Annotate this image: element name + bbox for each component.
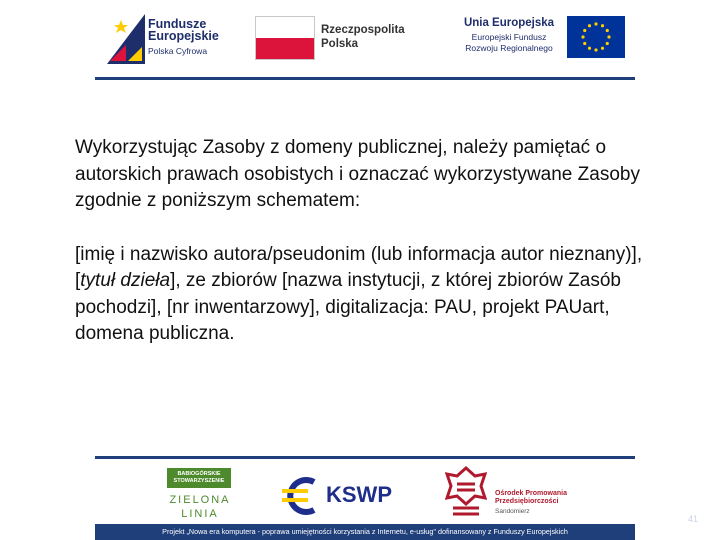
rp-logo-line2: Polska bbox=[321, 38, 359, 50]
eu-star bbox=[601, 47, 604, 50]
fundusze-europejskie-icon bbox=[107, 14, 145, 64]
fe-logo-line3: Polska Cyfrowa bbox=[148, 46, 208, 56]
opp-emblem-icon bbox=[445, 466, 487, 520]
fundusze-europejskie-logo bbox=[95, 10, 225, 72]
eu-star bbox=[606, 42, 609, 45]
header-logos bbox=[95, 10, 635, 72]
op-logo-line2: Przedsiębiorczości bbox=[495, 498, 559, 505]
paragraph-2 bbox=[75, 242, 665, 348]
ue-logo-line3: Rozwoju Regionalnego bbox=[465, 43, 553, 53]
eu-star bbox=[581, 35, 584, 38]
paragraph-2-italic: tytuł dzieła bbox=[80, 270, 171, 291]
eu-star bbox=[588, 24, 591, 27]
eu-star bbox=[594, 22, 597, 25]
euro-sign-icon bbox=[280, 476, 324, 516]
babiogorskie-badge bbox=[167, 468, 231, 488]
eu-star bbox=[583, 42, 586, 45]
footer-logos bbox=[95, 462, 635, 524]
funding-banner: Projekt „Nowa era komputera - poprawa umiejętności korzystania z Internetu, e-usług" dofinansowany z Funduszy Europejskich bbox=[95, 524, 635, 540]
op-logo-line3: Sandomierz bbox=[495, 508, 530, 515]
bs-logo-line2: STOWARZYSZENIE bbox=[173, 477, 225, 484]
rp-logo-line1: Rzeczpospolita bbox=[321, 24, 405, 36]
bs-logo-line4: LINIA bbox=[181, 508, 219, 520]
op-logo-line1: Ośrodek Promowania bbox=[495, 490, 567, 497]
bs-logo-line1: BABIOGÓRSKIE bbox=[177, 471, 221, 477]
fe-logo-line1: Fundusze bbox=[148, 17, 207, 31]
eu-star bbox=[588, 47, 591, 50]
zielona-linia-logo bbox=[165, 468, 237, 524]
eu-star bbox=[601, 24, 604, 27]
ue-logo-line2: Europejski Fundusz bbox=[471, 32, 547, 42]
slide-content bbox=[75, 135, 665, 348]
slide-number: 41 bbox=[688, 514, 699, 524]
top-divider bbox=[95, 77, 635, 80]
kswp-logo bbox=[280, 472, 400, 518]
bs-logo-line3: ZIELONA bbox=[169, 494, 231, 506]
eu-star bbox=[606, 29, 609, 32]
eu-star bbox=[594, 48, 597, 51]
eu-star bbox=[607, 35, 610, 38]
rzeczpospolita-polska-logo bbox=[253, 10, 403, 72]
unia-europejska-logo bbox=[450, 10, 635, 72]
kswp-logo-text: KSWP bbox=[326, 482, 392, 507]
paragraph-2-part1: [imię i nazwisko autora/pseudonim (lub informacja autor nieznany)], [ bbox=[75, 243, 643, 291]
eu-star bbox=[583, 29, 586, 32]
fe-logo-line2: Europejskie bbox=[148, 29, 219, 43]
paragraph-1: Wykorzystując Zasoby z domeny publicznej, należy pamiętać o autorskich prawach osobistych i oznaczać wykorzystywane Zasoby zgodnie z poniższym schematem: bbox=[75, 137, 640, 211]
osrodek-promowania-logo bbox=[445, 466, 615, 524]
ue-logo-line1: Unia Europejska bbox=[463, 17, 555, 29]
polish-flag-icon bbox=[255, 16, 315, 60]
bottom-divider bbox=[95, 456, 635, 459]
paragraph-2-part2: ], ze zbiorów [nazwa instytucji, z której zbiorów Zasób pochodzi], [nr inwentarzowy], digitalizacja: PAU, projekt PAUart, domena publiczna. bbox=[75, 270, 621, 344]
eu-flag-icon bbox=[567, 16, 625, 58]
